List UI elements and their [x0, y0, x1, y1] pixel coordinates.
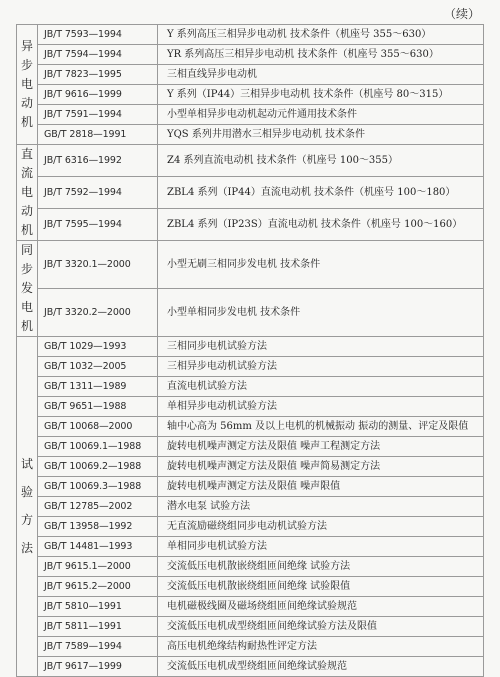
category-char: 步 [20, 262, 33, 276]
table-row [17, 617, 484, 637]
standard-title: 旋转电机噪声测定方法及限值 噪声限值 [158, 477, 484, 497]
standard-code: GB/T 10068—2000 [38, 417, 158, 437]
standard-code: JB/T 6316—1992 [38, 145, 158, 177]
table-row [17, 85, 484, 105]
standard-title: 小型无刷三相同步发电机 技术条件 [158, 241, 484, 289]
standard-title: 轴中心高为 56mm 及以上电机的机械振动 振动的测量、评定及限值 [158, 417, 484, 437]
standard-code: GB/T 1311—1989 [38, 377, 158, 397]
table-body [17, 25, 484, 677]
standard-code: JB/T 7595—1994 [38, 209, 158, 241]
category-char: 异 [20, 39, 33, 53]
standard-title: ZBL4 系列（IP23S）直流电动机 技术条件（机座号 100～160） [158, 209, 484, 241]
standard-code: GB/T 10069.1—1988 [38, 437, 158, 457]
standard-title: 旋转电机噪声测定方法及限值 噪声工程测定方法 [158, 437, 484, 457]
standard-code: JB/T 7594—1994 [38, 45, 158, 65]
standard-title: 三相异步电动机试验方法 [158, 357, 484, 377]
category-cell [17, 337, 38, 677]
standard-code: GB/T 10069.2—1988 [38, 457, 158, 477]
standard-title: 旋转电机噪声测定方法及限值 噪声简易测定方法 [158, 457, 484, 477]
table-row [17, 241, 484, 289]
category-char: 动 [20, 204, 33, 218]
standard-code: JB/T 3320.1—2000 [38, 241, 158, 289]
standard-title: 单相异步电动机试验方法 [158, 397, 484, 417]
table-row [17, 577, 484, 597]
standard-code: JB/T 3320.2—2000 [38, 289, 158, 337]
category-char: 发 [20, 281, 33, 295]
standard-title: 潜水电泵 试验方法 [158, 497, 484, 517]
category-char: 机 [20, 319, 33, 333]
standard-title: 高压电机绝缘结构耐热性评定方法 [158, 637, 484, 657]
standard-code: GB/T 12785—2002 [38, 497, 158, 517]
table-row [17, 437, 484, 457]
standard-code: JB/T 7591—1994 [38, 105, 158, 125]
category-char: 机 [20, 115, 33, 129]
category-char: 动 [20, 96, 33, 110]
category-char: 电 [20, 77, 33, 91]
category-char: 直 [20, 147, 33, 161]
standard-code: JB/T 7589—1994 [38, 637, 158, 657]
table-row [17, 25, 484, 45]
table-row [17, 597, 484, 617]
table-row [17, 517, 484, 537]
table-row [17, 637, 484, 657]
table-row [17, 397, 484, 417]
table-row [17, 657, 484, 677]
continued-label: （续） [443, 7, 480, 21]
standard-title: 交流低压电机成型绕组匝间绝缘试验方法及限值 [158, 617, 484, 637]
category-char: 流 [20, 166, 33, 180]
standard-code: GB/T 1032—2005 [38, 357, 158, 377]
standard-title: 交流低压电机散嵌绕组匝间绝缘 试验方法 [158, 557, 484, 577]
category-cell [17, 145, 38, 241]
table-row [17, 337, 484, 357]
standard-code: JB/T 9616—1999 [38, 85, 158, 105]
standard-code: JB/T 9617—1999 [38, 657, 158, 677]
table-row [17, 209, 484, 241]
category-char: 电 [20, 185, 33, 199]
standard-title: 单相同步电机试验方法 [158, 537, 484, 557]
standard-title: Y 系列高压三相异步电动机 技术条件（机座号 355～630） [158, 25, 484, 45]
standard-title: Y 系列（IP44）三相异步电动机 技术条件（机座号 80～315） [158, 85, 484, 105]
table-row [17, 497, 484, 517]
table-row [17, 45, 484, 65]
standard-title: 直流电机试验方法 [158, 377, 484, 397]
standard-title: 小型单相同步发电机 技术条件 [158, 289, 484, 337]
category-cell [17, 25, 38, 145]
table-row [17, 477, 484, 497]
standard-code: GB/T 13958—1992 [38, 517, 158, 537]
table-row [17, 377, 484, 397]
table-row [17, 105, 484, 125]
standard-code: GB/T 9651—1988 [38, 397, 158, 417]
category-char: 步 [20, 58, 33, 72]
standard-code: JB/T 5811—1991 [38, 617, 158, 637]
table-row [17, 145, 484, 177]
standard-code: GB/T 2818—1991 [38, 125, 158, 145]
standard-title: ZBL4 系列（IP44）直流电动机 技术条件（机座号 100～180） [158, 177, 484, 209]
standard-code: JB/T 9615.1—2000 [38, 557, 158, 577]
standard-code: JB/T 5810—1991 [38, 597, 158, 617]
standard-code: JB/T 9615.2—2000 [38, 577, 158, 597]
category-char: 电 [20, 300, 33, 314]
table-row [17, 357, 484, 377]
standard-title: Z4 系列直流电动机 技术条件（机座号 100～355） [158, 145, 484, 177]
standard-code: JB/T 7593—1994 [38, 25, 158, 45]
category-cell [17, 241, 38, 337]
standard-title: 电机磁极线圈及磁场绕组匝间绝缘试验规范 [158, 597, 484, 617]
table-row [17, 537, 484, 557]
table-row [17, 177, 484, 209]
standard-title: 三相同步电机试验方法 [158, 337, 484, 357]
category-char: 验 [20, 485, 33, 499]
category-char: 法 [20, 541, 33, 555]
standard-title: 无直流励磁绕组同步电动机试验方法 [158, 517, 484, 537]
standard-code: JB/T 7592—1994 [38, 177, 158, 209]
standard-code: GB/T 10069.3—1988 [38, 477, 158, 497]
standard-code: GB/T 14481—1993 [38, 537, 158, 557]
table-row [17, 65, 484, 85]
table-row [17, 417, 484, 437]
standard-title: 小型单相异步电动机起动元件通用技术条件 [158, 105, 484, 125]
category-char: 机 [20, 223, 33, 237]
standard-title: YQS 系列井用潜水三相异步电动机 技术条件 [158, 125, 484, 145]
standards-table [16, 24, 484, 677]
standard-code: JB/T 7823—1995 [38, 65, 158, 85]
standard-code: GB/T 1029—1993 [38, 337, 158, 357]
category-char: 同 [20, 243, 33, 257]
category-char: 试 [20, 457, 33, 471]
standard-title: YR 系列高压三相异步电动机 技术条件（机座号 355～630） [158, 45, 484, 65]
category-char: 方 [20, 513, 33, 527]
standard-title: 交流低压电机散嵌绕组匝间绝缘 试验限值 [158, 577, 484, 597]
table-row [17, 289, 484, 337]
table-row [17, 457, 484, 477]
standard-title: 交流低压电机成型绕组匝间绝缘试验规范 [158, 657, 484, 677]
table-row [17, 125, 484, 145]
standard-title: 三相直线异步电动机 [158, 65, 484, 85]
table-row [17, 557, 484, 577]
